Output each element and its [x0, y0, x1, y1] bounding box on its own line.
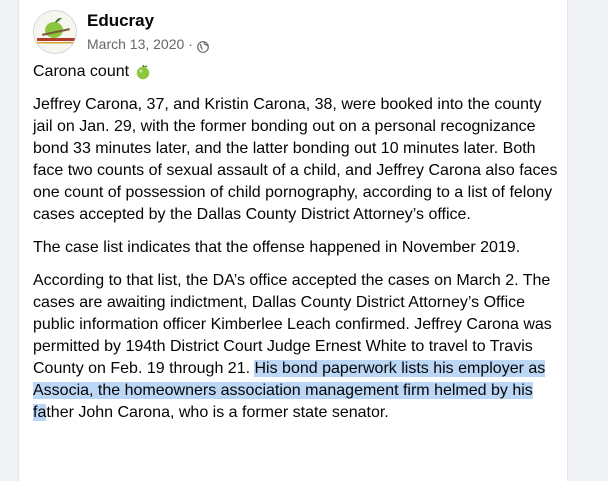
meta-separator: · [188, 36, 193, 52]
post-date[interactable]: March 13, 2020 [87, 36, 185, 52]
paragraph-rest-text: ther John Carona, who is a former state senator. [46, 404, 389, 421]
author-name[interactable]: Educray [87, 11, 155, 30]
post-title-line [33, 61, 559, 83]
avatar[interactable] [33, 10, 77, 54]
post-paragraph-2: The case list indicates that the offense happened in November 2019. [33, 239, 521, 256]
post-card [18, 0, 568, 481]
post-title-text: Carona count [33, 63, 130, 80]
post-paragraph-3 [33, 270, 559, 424]
globe-icon[interactable] [197, 38, 209, 50]
post-body [33, 61, 559, 435]
paragraph-plain-text: According to that list, the DA’s office accepted the cases on March 2. The cases are awaiting indictment, Dallas County District Attorney’s Office public information officer Kimberlee Leach confirmed. Jeffrey Carona was permitted by 194th District Court Judge Ernest White to travel to Travis County on Feb. 19 through 21. [33, 272, 552, 377]
green-apple-icon [135, 64, 151, 80]
post-meta [87, 34, 209, 54]
apple-logo-avatar-icon [34, 11, 77, 54]
selected-text[interactable]: His bond paperwork lists his employer as Associa, the homeowners association management firm helmed by his fa [33, 360, 546, 421]
post-paragraph-1: Jeffrey Carona, 37, and Kristin Carona, 38, were booked into the county jail on Jan. 29, with the former bonding out on a personal recognizance bond 33 minutes later, and the latter bonding out 10 minutes later. Both face two counts of sexual assault of a child, and Jeffrey Carona also faces one count of possession of child pornography, according to a list of felony cases accepted by the Dallas County District Attorney’s office. [33, 96, 558, 223]
post-header [33, 10, 209, 54]
